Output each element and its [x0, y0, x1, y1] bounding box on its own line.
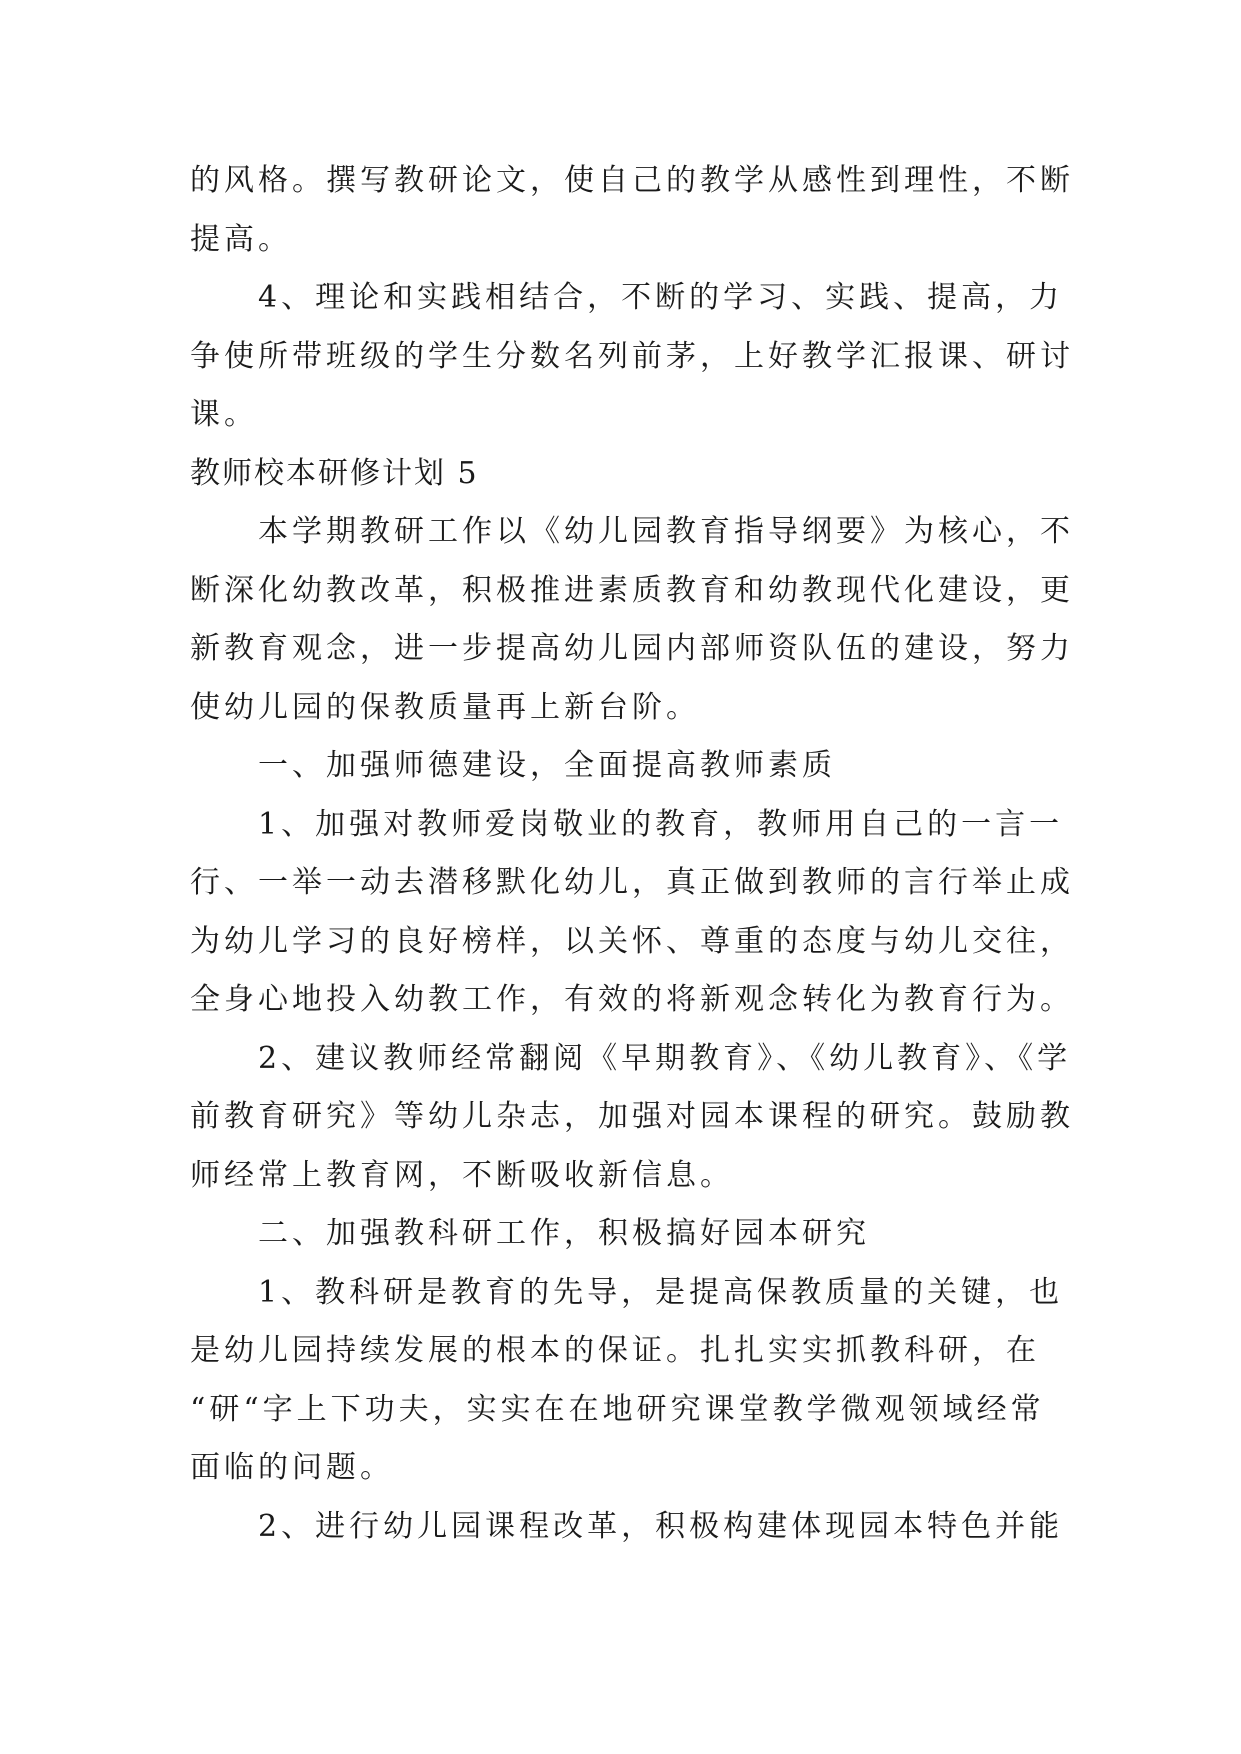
text-line: 全身心地投入幼教工作，有效的将新观念转化为教育行为。	[190, 982, 1074, 1017]
text-line: 为幼儿学习的良好榜样，以关怀、尊重的态度与幼儿交往，	[190, 923, 1074, 959]
text-line: 4、理论和实践相结合，不断的学习、实践、提高，力	[258, 280, 1064, 315]
text-line: 课。	[190, 397, 258, 432]
text-line: “研“字上下功夫，实实在在地研究课堂教学微观领域经常	[190, 1391, 1045, 1427]
text-line: 争使所带班级的学生分数名列前茅，上好教学汇报课、研讨	[190, 338, 1074, 374]
text-line: 面临的问题。	[190, 1450, 394, 1485]
text-line: 提高。	[190, 221, 292, 257]
text-line: 2、建议教师经常翻阅《早期教育》、《幼儿教育》、《学	[258, 1040, 1072, 1076]
text-line: 新教育观念，进一步提高幼儿园内部师资队伍的建设，努力	[190, 631, 1074, 666]
text-line: 是幼儿园持续发展的根本的保证。扎扎实实抓教科研，在	[190, 1333, 1040, 1368]
text-line: 前教育研究》等幼儿杂志，加强对园本课程的研究。鼓励教	[190, 1099, 1074, 1134]
text-line: 1、教科研是教育的先导，是提高保教质量的关键，也	[258, 1274, 1064, 1310]
section-title: 教师校本研修计划 5	[190, 455, 479, 491]
text-line: 断深化幼教改革，积极推进素质教育和幼教现代化建设，更	[190, 572, 1074, 608]
text-line: 师经常上教育网，不断吸收新信息。	[190, 1157, 734, 1193]
text-line: 的风格。撰写教研论文，使自己的教学从感性到理性，不断	[190, 163, 1074, 198]
text-line: 1、加强对教师爱岗敬业的教育，教师用自己的一言一	[258, 806, 1064, 842]
document-body	[190, 152, 1074, 1556]
text-line: 行、一举一动去潜移默化幼儿，真正做到教师的言行举止成	[190, 865, 1074, 900]
subheading: 二、加强教科研工作，积极搞好园本研究	[258, 1216, 870, 1251]
text-line: 2、进行幼儿园课程改革，积极构建体现园本特色并能	[258, 1508, 1064, 1544]
text-line: 本学期教研工作以《幼儿园教育指导纲要》为核心，不	[258, 514, 1074, 549]
subheading: 一、加强师德建设，全面提高教师素质	[258, 748, 836, 783]
text-line: 使幼儿园的保教质量再上新台阶。	[190, 689, 700, 725]
